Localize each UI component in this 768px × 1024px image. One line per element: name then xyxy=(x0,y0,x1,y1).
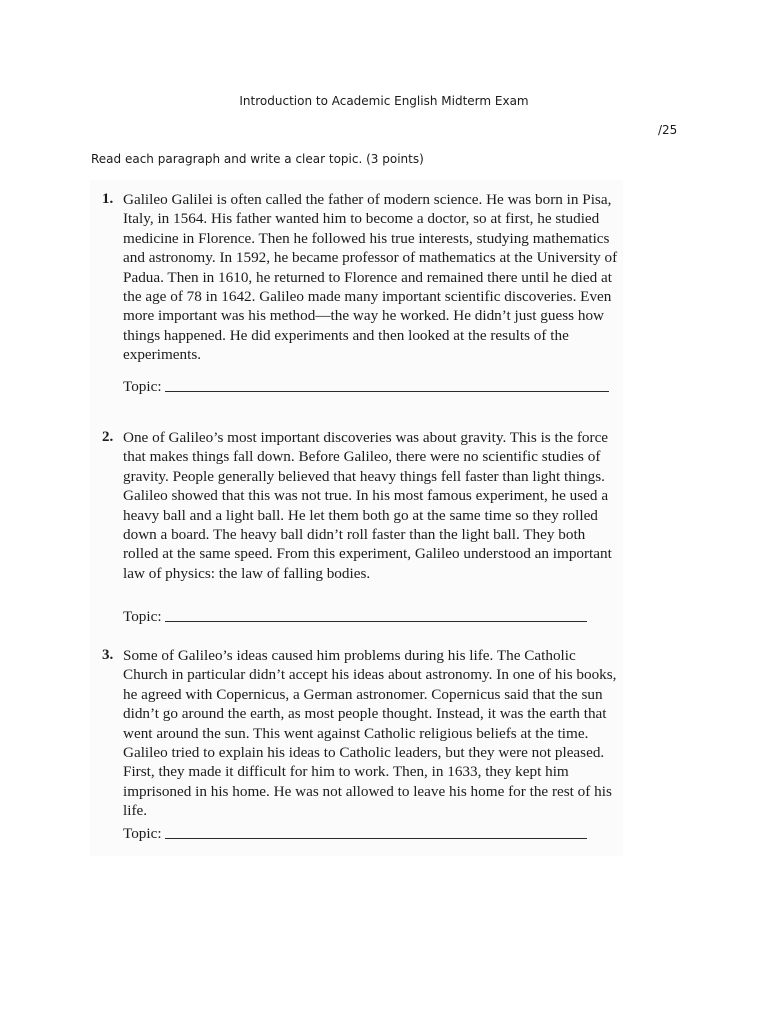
topic-answer-row-1 xyxy=(123,378,609,396)
instructions: Read each paragraph and write a clear topic. (3 points) xyxy=(91,152,424,166)
question-paragraph: Some of Galileo’s ideas caused him problems during his life. The Catholic Church in particular didn’t accept his ideas about astronomy. In one of his books, he agreed with Copernicus, a German astronomer. Copernicus said that the sun didn’t go around the earth, as most people thought. Instead, it was the earth that went around the sun. This went against Catholic religious beliefs at the time. Galileo tried to explain his ideas to Catholic leaders, but they were not pleased. First, they made it difficult for him to work. Then, in 1633, they kept him imprisoned in his home. He was not allowed to leave his home for the rest of his life. xyxy=(123,647,617,820)
question-number: 2. xyxy=(102,429,114,445)
scanned-passage-image xyxy=(90,180,623,856)
question-number: 1. xyxy=(102,191,114,207)
question-paragraph: One of Galileo’s most important discoveries was about gravity. This is the force that makes things fall down. Before Galileo, there were no scientific studies of gravity. People generally believed that heavy things fell faster than light things. Galileo showed that this was not true. In his most famous experiment, he used a heavy ball and a light ball. He let them both go at the same time so they rolled down a board. The heavy ball didn’t roll faster than the light ball. They both rolled at the same speed. From this experiment, Galileo understood an important law of physics: the law of falling bodies. xyxy=(123,429,612,582)
topic-label: Topic: xyxy=(123,608,162,625)
topic-label: Topic: xyxy=(123,825,162,842)
question-paragraph: Galileo Galilei is often called the father of modern science. He was born in Pisa, Italy, in 1564. His father wanted him to become a doctor, so at first, he studied medicine in Florence. Then he followed his true interests, studying mathematics and astronomy. In 1592, he became professor of mathematics at the University of Padua. Then in 1610, he returned to Florence and remained there until he died at the age of 78 in 1642. Galileo made many important scientific discoveries. Even more important was his method—the way he worked. He didn’t just guess how things happened. He did experiments and then looked at the results of the experiments. xyxy=(123,191,618,364)
exam-title: Introduction to Academic English Midterm Exam xyxy=(239,94,529,108)
topic-answer-row-2 xyxy=(123,608,587,626)
topic-label: Topic: xyxy=(123,378,162,395)
score-total: /25 xyxy=(658,123,678,137)
topic-answer-line[interactable] xyxy=(165,837,587,839)
topic-answer-line[interactable] xyxy=(165,620,587,622)
topic-answer-row-3 xyxy=(123,825,587,843)
question-number: 3. xyxy=(102,647,114,663)
topic-answer-line[interactable] xyxy=(165,390,609,392)
